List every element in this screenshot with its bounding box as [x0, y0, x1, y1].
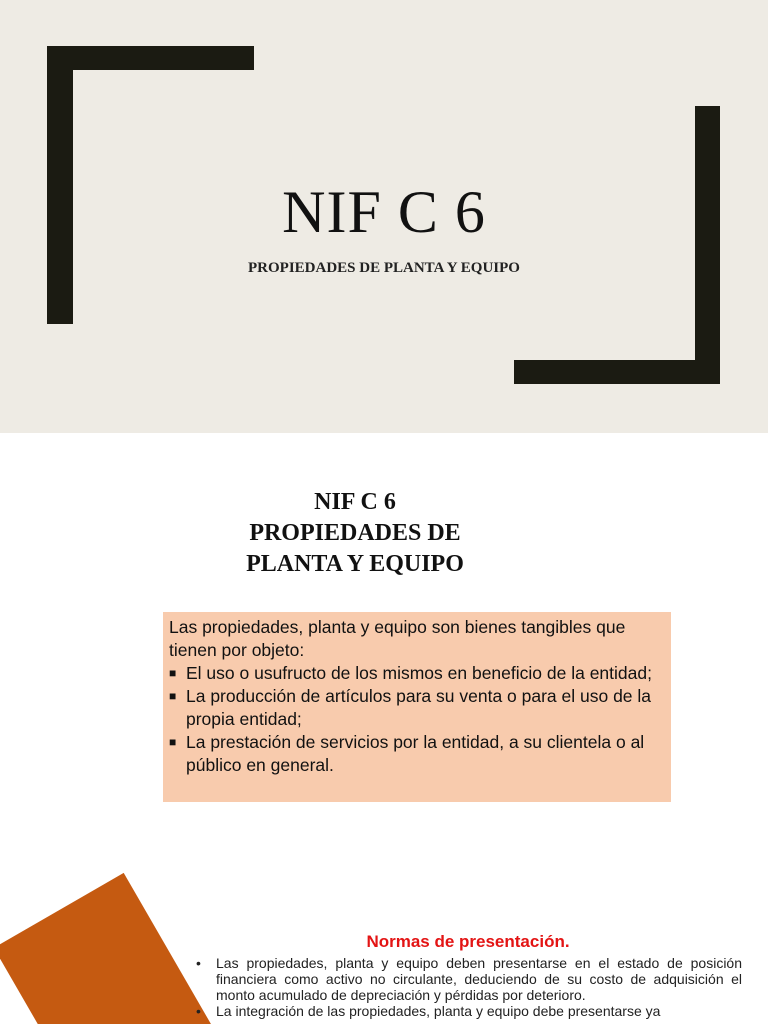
- list-item-text: La producción de artículos para su venta o para el uso de la propia entidad;: [186, 686, 652, 729]
- slide-title: NIF C 6: [282, 179, 486, 245]
- bracket-top-left-horizontal: [47, 46, 254, 70]
- normas-item: [196, 1003, 742, 1019]
- normas-item-text: Las propiedades, planta y equipo deben presentarse en el estado de posición financiera como activo no circulante, deduciendo de su costo de adquisición el monto acumulado de depreciación y pérdidas por deterioro.: [216, 955, 742, 1003]
- purpose-list: [169, 662, 663, 777]
- definition-intro: Las propiedades, planta y equipo son bienes tangibles que tienen por objeto:: [169, 617, 626, 660]
- list-item-text: La prestación de servicios por la entidad, a su clientela o al público en general.: [186, 732, 645, 775]
- title-slide: [0, 0, 768, 433]
- decorative-orange-shape: [0, 873, 216, 1024]
- square-bullet-icon: ■: [169, 689, 177, 703]
- bullet-dot-icon: •: [196, 955, 201, 971]
- list-item-text: El uso o usufructo de los mismos en beneficio de la entidad;: [186, 663, 652, 683]
- content-title-line: PLANTA Y EQUIPO: [246, 551, 464, 577]
- normas-list: [196, 955, 742, 1019]
- bracket-bottom-right-horizontal: [514, 360, 720, 384]
- slide-subtitle: PROPIEDADES DE PLANTA Y EQUIPO: [248, 260, 520, 276]
- normas-heading: Normas de presentación.: [366, 932, 570, 951]
- content-title-line: NIF C 6: [314, 489, 396, 515]
- square-bullet-icon: ■: [169, 666, 177, 680]
- content-title-line: PROPIEDADES DE: [249, 520, 461, 546]
- definition-box: [163, 612, 671, 802]
- content-title: [180, 487, 530, 580]
- normas-item-text: La integración de las propiedades, planta y equipo debe presentarse ya: [216, 1003, 661, 1019]
- list-item: [169, 662, 663, 685]
- list-item: [169, 731, 663, 777]
- bullet-dot-icon: •: [196, 1003, 201, 1019]
- list-item: [169, 685, 663, 731]
- square-bullet-icon: ■: [169, 735, 177, 749]
- normas-item: [196, 955, 742, 1003]
- content-slide: [0, 433, 768, 1024]
